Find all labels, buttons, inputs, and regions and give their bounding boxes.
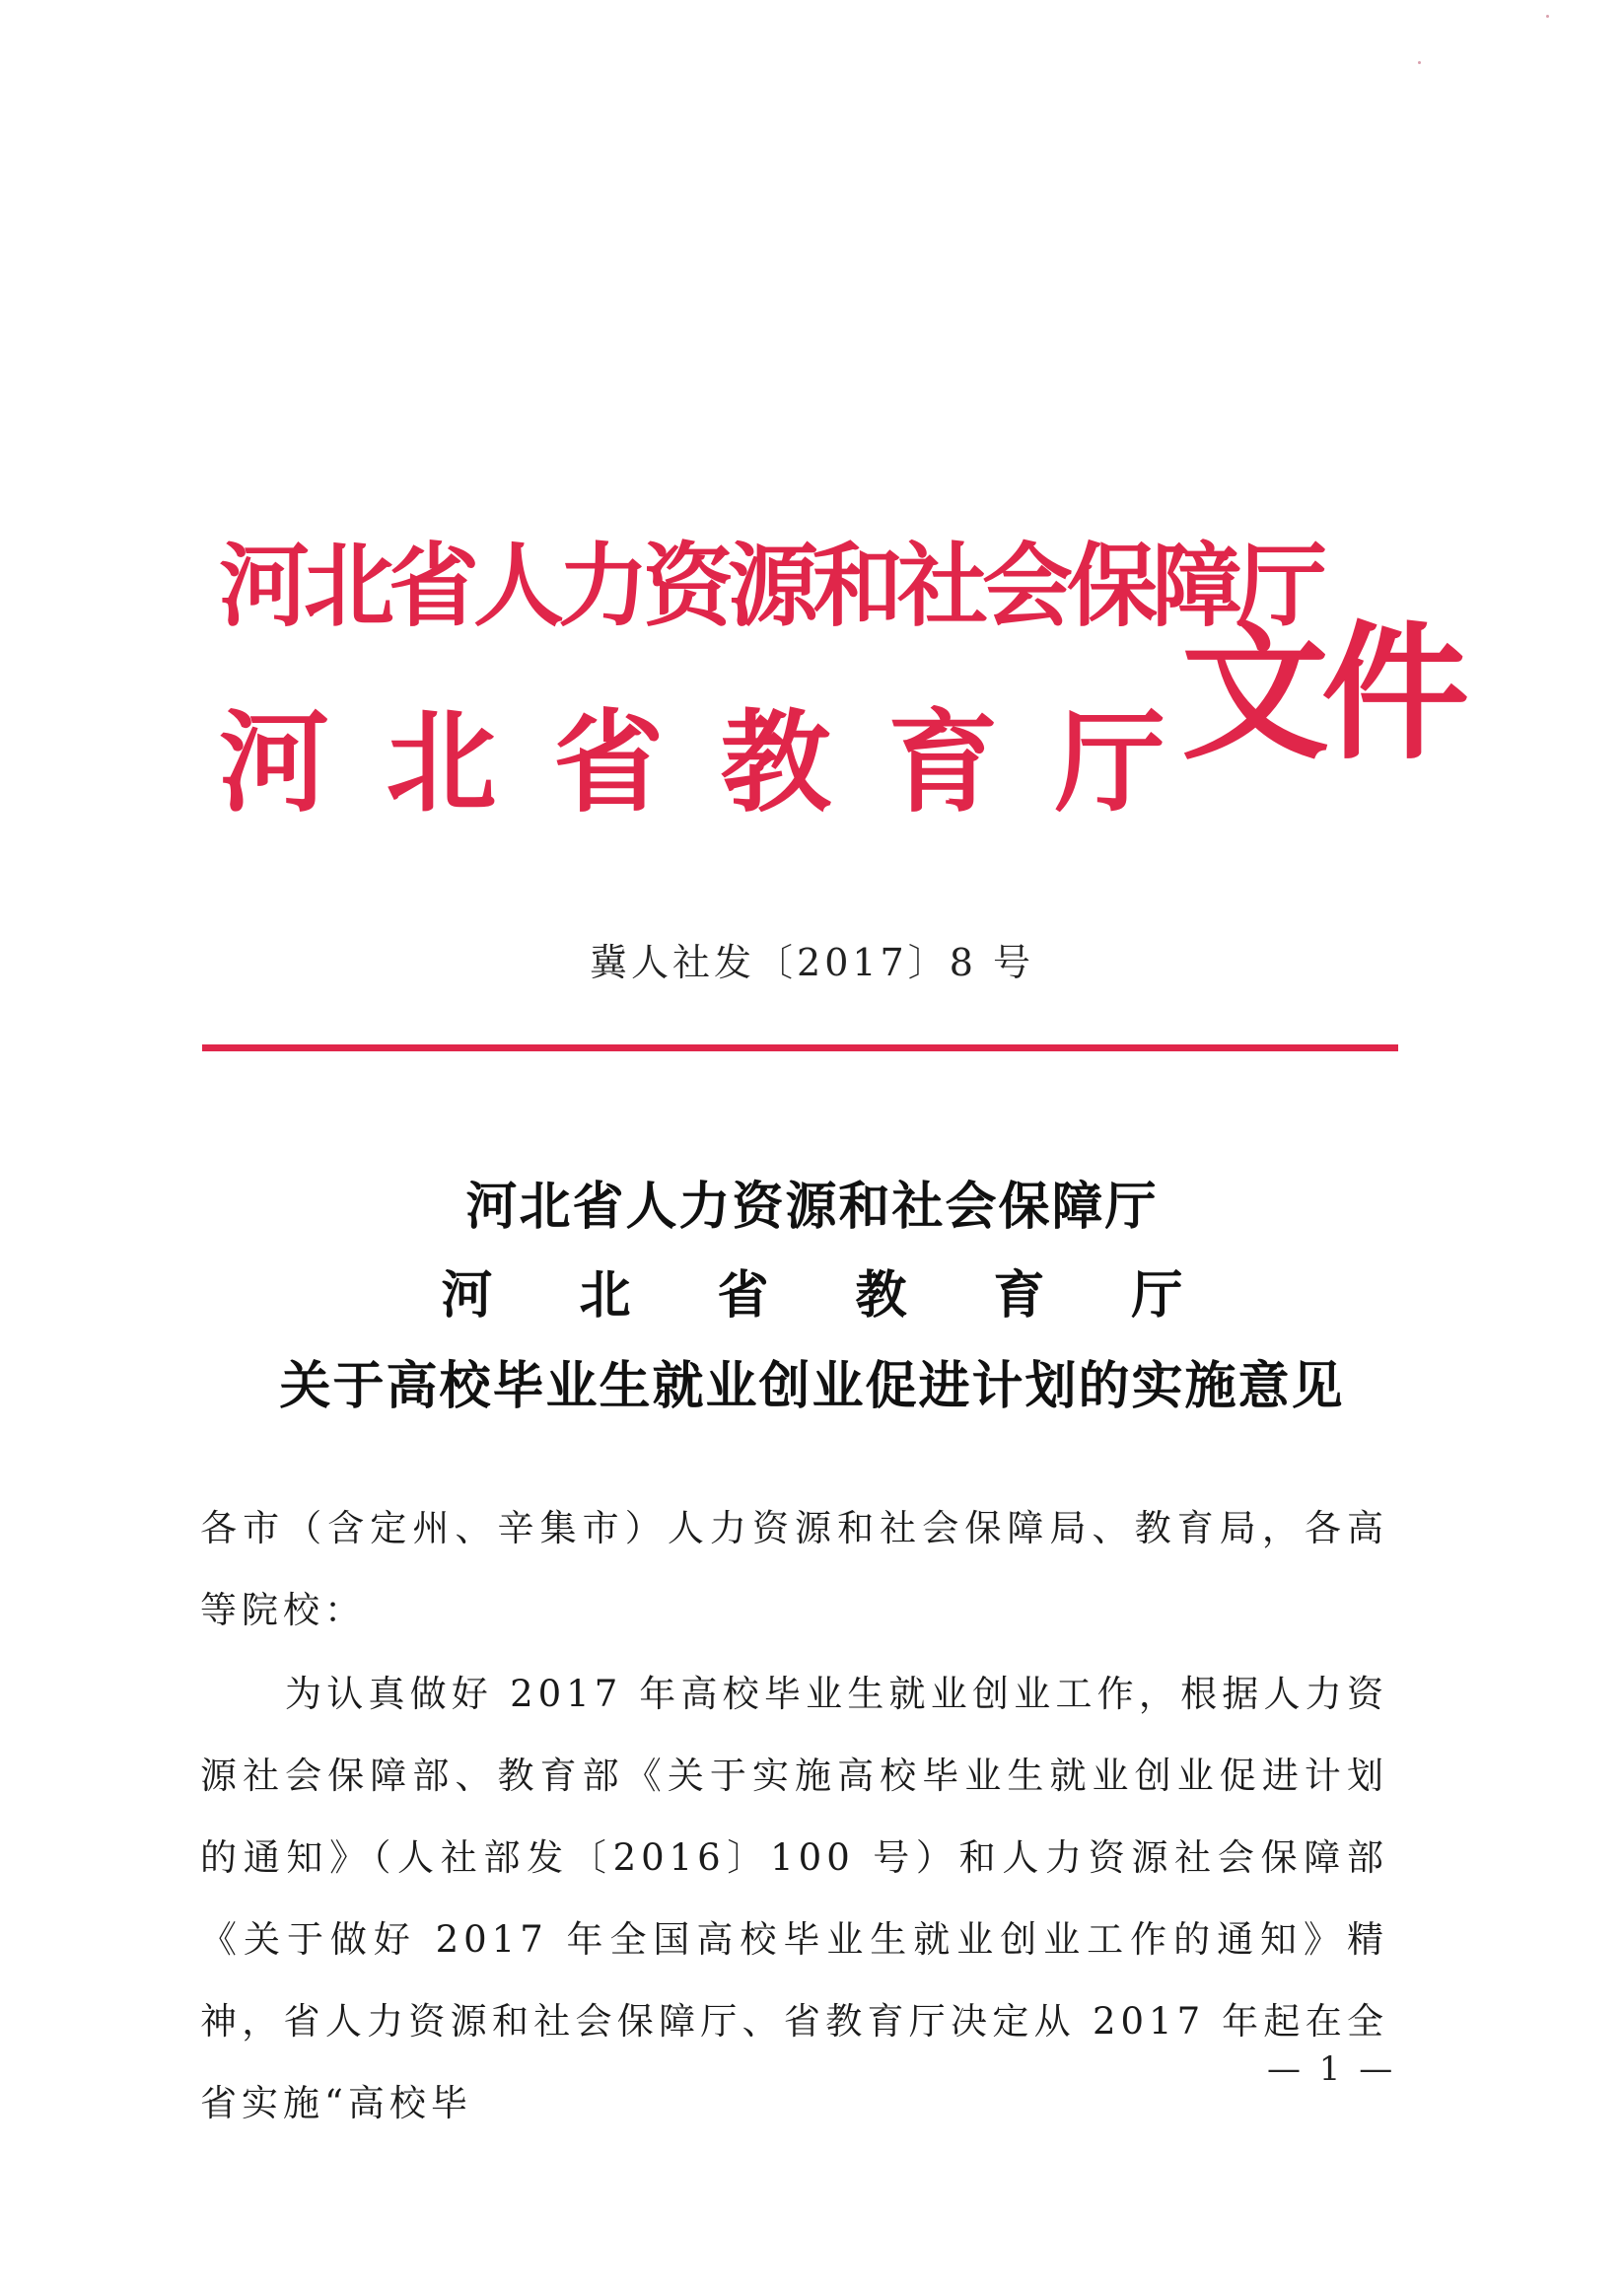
masthead-char: 厅 [1054,698,1165,827]
title-line-3: 关于高校毕业生就业创业促进计划的实施意见 [279,1356,1345,1416]
title-line-2 [0,1265,1624,1326]
red-masthead [0,0,1624,888]
title-line-1: 河北省人力资源和社会保障厅 [465,1177,1159,1237]
masthead-issuer-education [219,698,1165,827]
body-paragraph: 为认真做好 2017 年高校毕业生就业创业工作，根据人力资源社会保障部、教育部《关于实施高校毕业生就业创业促进计划的通知》（人社部发〔2016〕100 号）和人力资源社会保障部《关于做好 2017 年全国高校毕业生就业创业工作的通知》精神，省人力资源和社会保障厅、省教育厅决定从 2017 年起在全省实施“高校毕 [200,1673,1388,2124]
document-number: 冀人社发〔2017〕8 号 [590,941,1034,984]
page-number: — 1 — [1267,2049,1397,2089]
red-divider-line [202,1044,1398,1051]
title-char: 省 [717,1265,769,1326]
scan-speck [1418,61,1421,64]
masthead-char: 北 [386,698,497,827]
title-char: 育 [993,1265,1045,1326]
masthead-char: 育 [887,698,999,827]
masthead-issuer-hr: 河北省人力资源和社会保障厅 [219,533,1322,639]
title-char: 厅 [1131,1265,1183,1326]
title-char: 河 [441,1265,493,1326]
title-char: 北 [579,1265,631,1326]
masthead-char: 教 [720,698,831,827]
masthead-document-suffix: 文件 [1181,607,1462,780]
masthead-char: 河 [219,698,329,827]
title-char: 教 [855,1265,907,1326]
scan-speck [1546,15,1549,18]
addressee-paragraph: 各市（含定州、辛集市）人力资源和社会保障局、教育局，各高等院校： [200,1507,1388,1631]
masthead-char: 省 [553,698,665,827]
